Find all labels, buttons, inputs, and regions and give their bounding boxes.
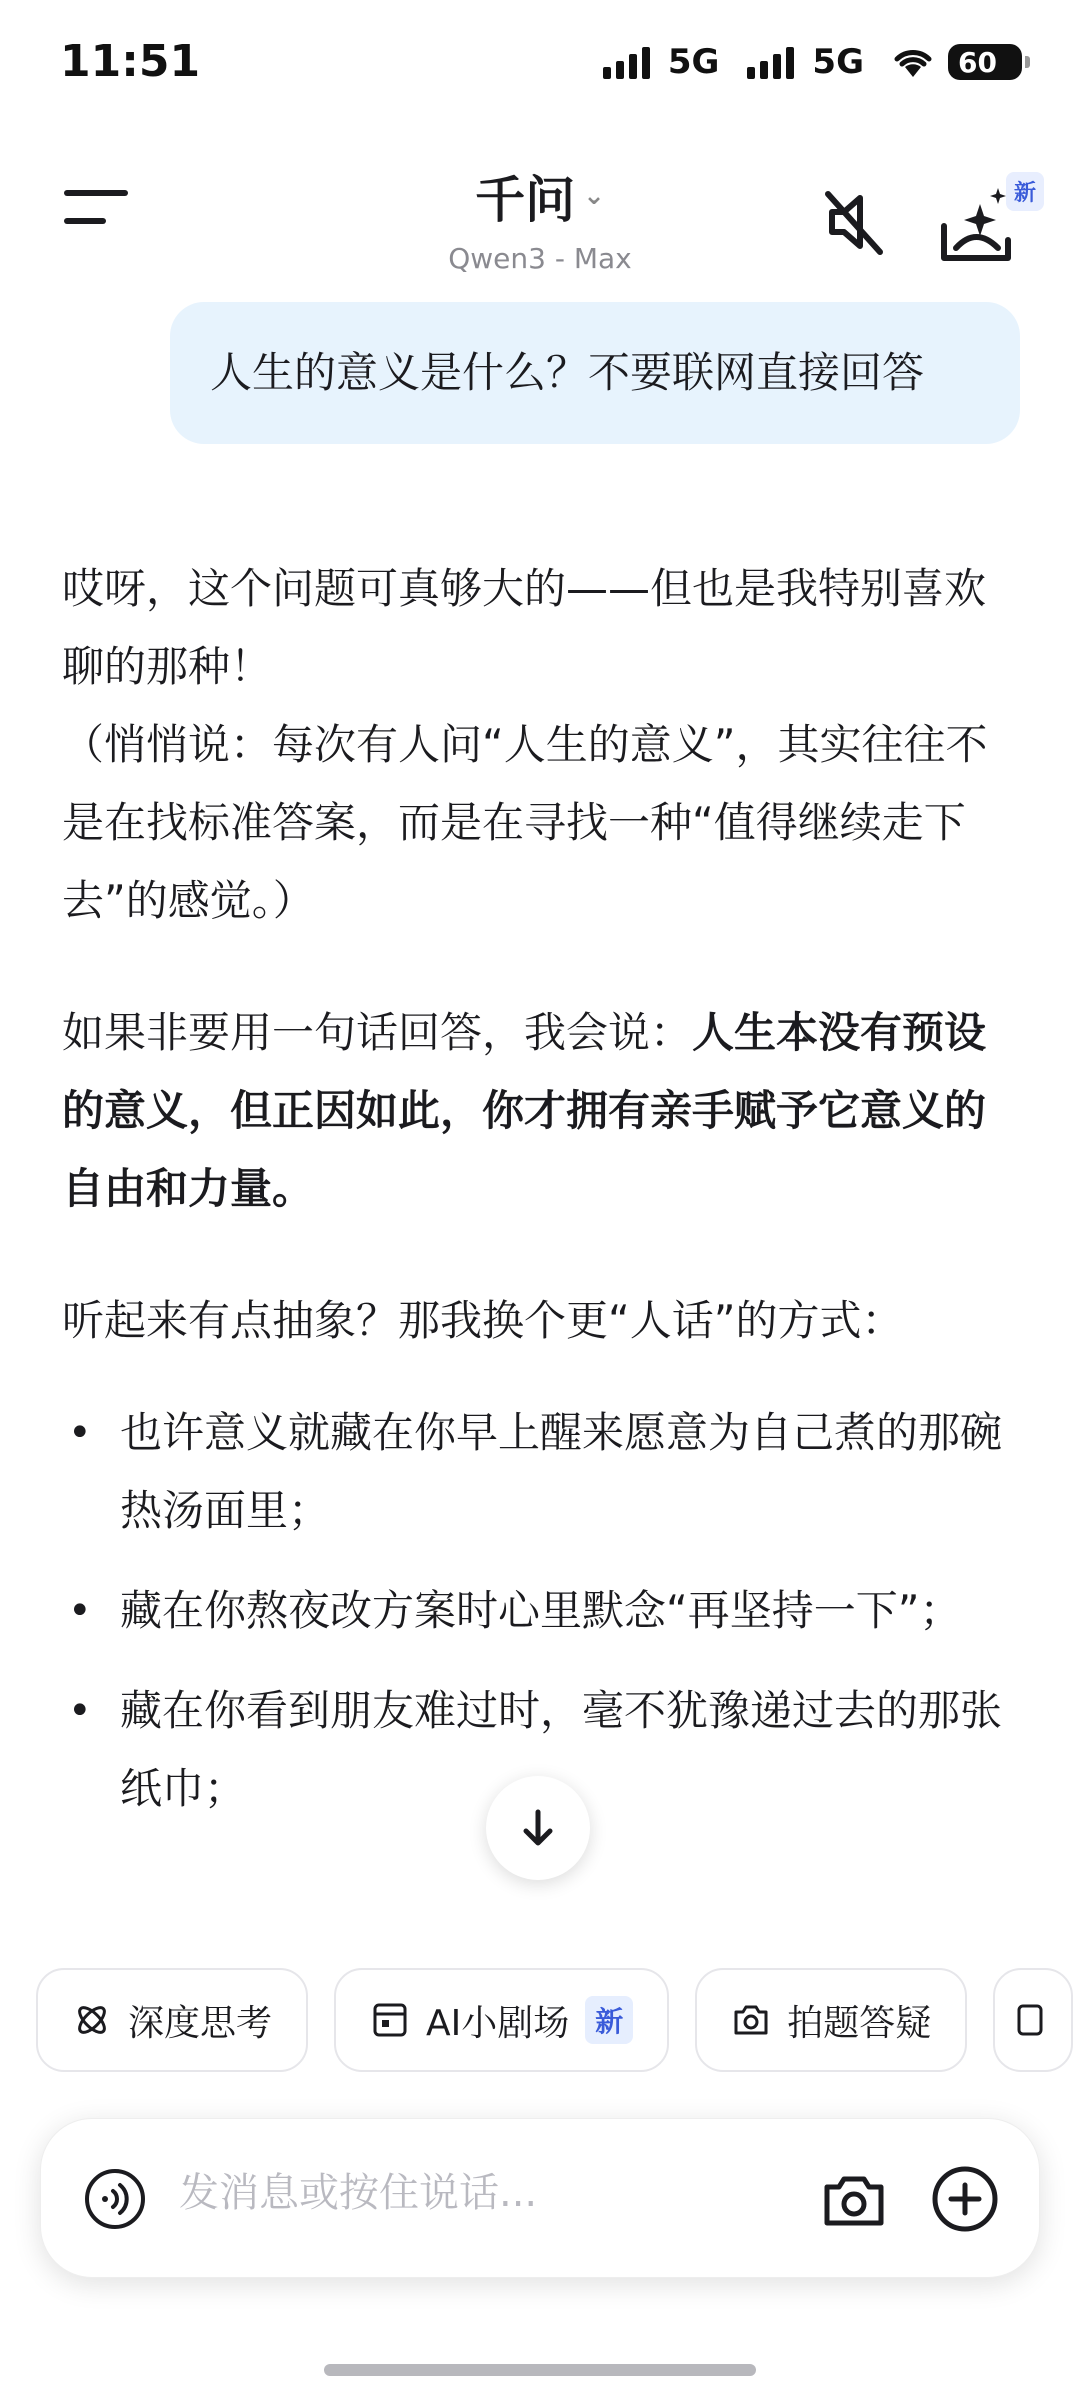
list-item: • 也许意义就藏在你早上醒来愿意为自己煮的那碗热汤面里； xyxy=(62,1394,1022,1550)
message-composer xyxy=(40,2118,1040,2278)
home-indicator[interactable] xyxy=(324,2364,756,2376)
chip-label: AI小剧场 xyxy=(426,2002,570,2044)
wifi-icon xyxy=(892,45,934,79)
chip-deep-think[interactable] xyxy=(36,1968,308,2072)
status-icons xyxy=(603,42,1022,82)
mute-button[interactable] xyxy=(814,182,894,262)
list-item: • 藏在你看到朋友难过时，毫不犹豫递过去的那张纸巾； xyxy=(62,1672,1022,1828)
battery-icon xyxy=(948,44,1022,80)
more-chip-icon xyxy=(1015,2000,1045,2040)
network-type-2: 5G xyxy=(812,42,864,82)
app-header xyxy=(0,130,1080,280)
voice-wave-icon xyxy=(83,2167,147,2231)
app-title xyxy=(475,160,605,232)
quick-actions xyxy=(36,1968,1080,2076)
deep-think-icon xyxy=(72,2000,112,2040)
list-item: • 藏在你熬夜改方案时心里默念“再坚持一下”； xyxy=(62,1572,1022,1650)
app-title-text: 千问 xyxy=(475,171,576,229)
signal-icon xyxy=(603,45,650,79)
scroll-to-bottom-button[interactable] xyxy=(486,1776,590,1880)
new-badge: 新 xyxy=(1006,172,1044,211)
battery-level: 60 xyxy=(958,45,997,79)
camera-icon xyxy=(819,2165,889,2235)
answer-paragraph-1: 哎呀，这个问题可真够大的——但也是我特别喜欢聊的那种！ xyxy=(62,564,987,691)
answer-highlight: 人生本没有预设的意义，但正因如此，你才拥有亲手赋予它意义的自由和力量。 xyxy=(62,1008,987,1213)
chip-label: 深度思考 xyxy=(128,2002,273,2044)
new-chat-button[interactable] xyxy=(934,166,1044,266)
plus-circle-icon xyxy=(929,2163,1001,2235)
user-message-bubble: 人生的意义是什么？不要联网直接回答 xyxy=(170,302,1020,444)
voice-input-button[interactable] xyxy=(83,2167,147,2231)
add-attachment-button[interactable] xyxy=(929,2163,1001,2235)
network-type-1: 5G xyxy=(667,42,720,82)
theater-icon xyxy=(370,2000,410,2040)
assistant-message xyxy=(62,550,1022,1850)
photo-question-icon xyxy=(731,2000,771,2040)
speaker-muted-icon xyxy=(814,182,894,262)
answer-paragraph-2: （悄悄说：每次有人问“人生的意义”，其实往往不是在找标准答案，而是在寻找一种“值得继续走下去”的感觉。） xyxy=(62,720,988,925)
status-bar xyxy=(0,0,1080,120)
chip-ai-theater[interactable] xyxy=(334,1968,669,2072)
menu-icon-line2 xyxy=(64,218,106,224)
chip-photo-question[interactable] xyxy=(695,1968,967,2072)
model-selector[interactable] xyxy=(340,160,740,275)
status-time: 11:51 xyxy=(60,36,201,87)
model-name: Qwen3 - Max xyxy=(448,242,632,275)
answer-paragraph-3 xyxy=(62,994,1022,1228)
menu-icon xyxy=(64,190,128,196)
answer-paragraph-3-prefix: 如果非要用一句话回答，我会说： xyxy=(62,1008,693,1057)
answer-bullet-list xyxy=(62,1394,1022,1828)
new-badge: 新 xyxy=(585,1996,633,2044)
chevron-down-icon: ⌄ xyxy=(583,181,605,211)
camera-button[interactable] xyxy=(819,2165,889,2235)
menu-button[interactable] xyxy=(64,190,128,230)
signal-icon-2 xyxy=(747,45,794,79)
message-input[interactable] xyxy=(177,2169,821,2217)
chip-label: 拍题答疑 xyxy=(787,2002,932,2044)
arrow-down-icon xyxy=(516,1806,560,1850)
answer-paragraph-4: 听起来有点抽象？那我换个更“人话”的方式： xyxy=(62,1296,904,1345)
chip-more[interactable] xyxy=(993,1968,1073,2072)
